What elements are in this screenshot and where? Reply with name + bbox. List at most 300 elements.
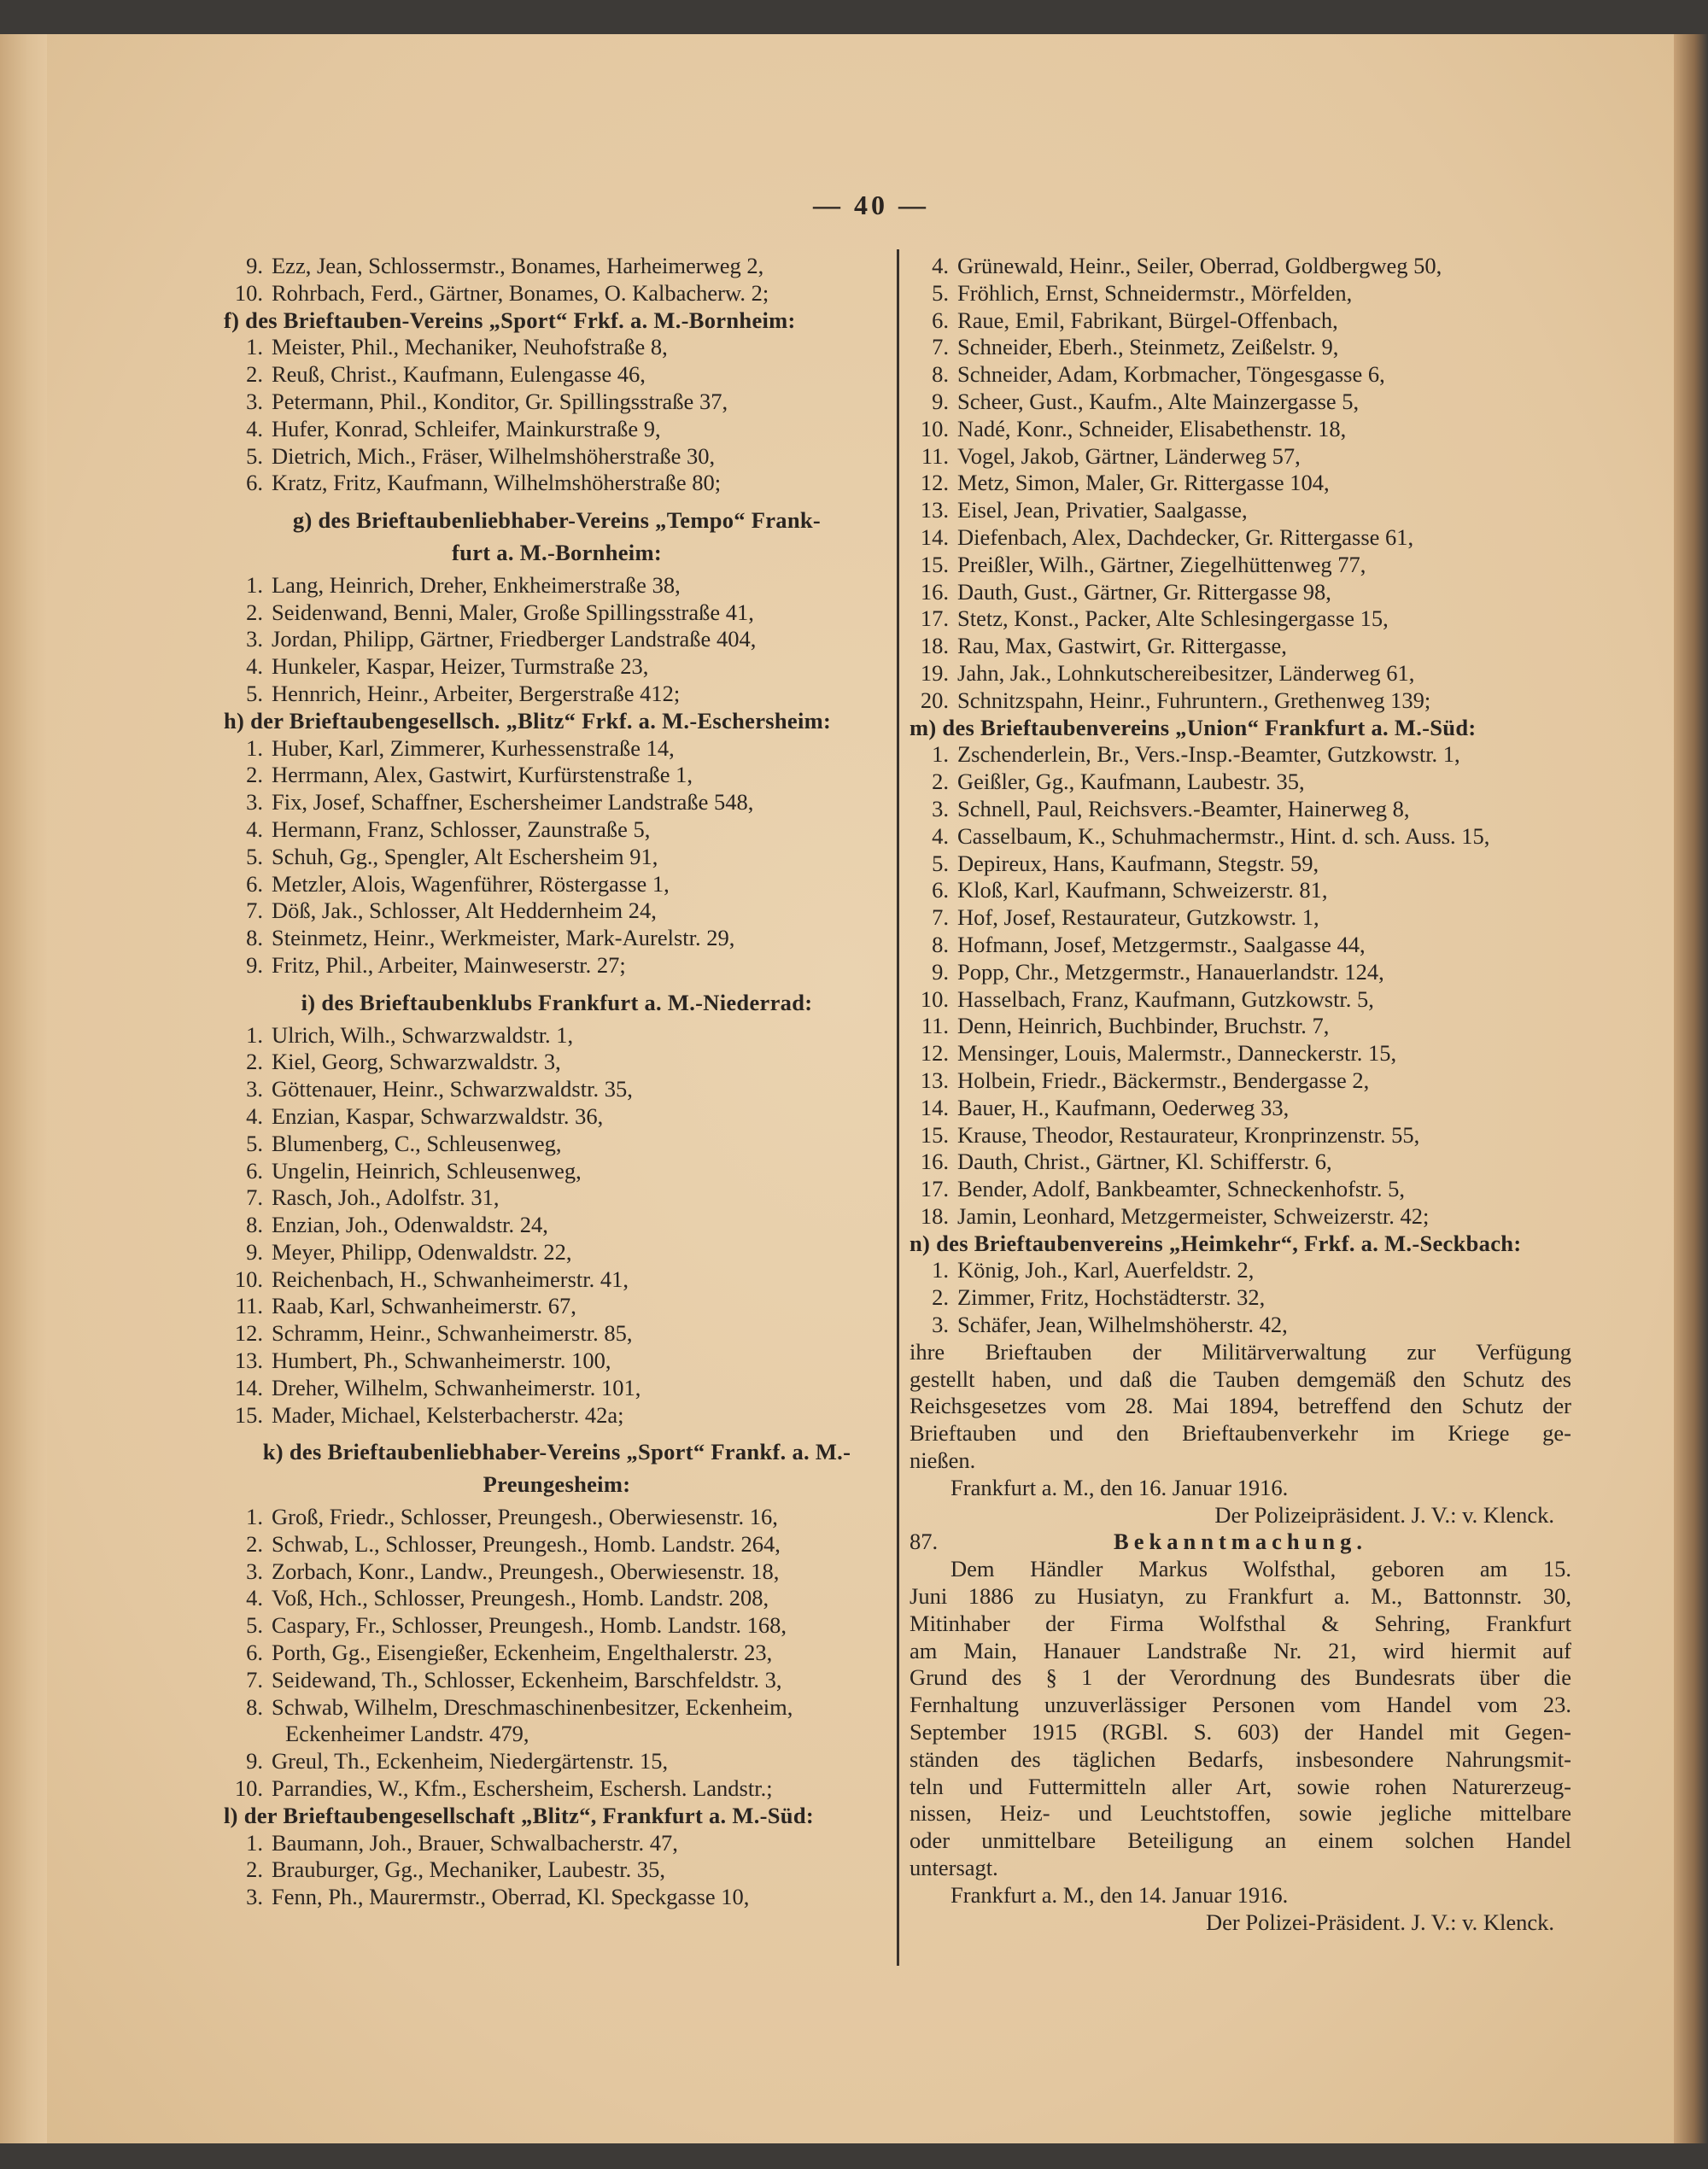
- entry-text: Meyer, Philipp, Odenwaldstr. 22,: [272, 1238, 572, 1265]
- entry-number: 5.: [932, 850, 949, 876]
- entry-number: 6.: [246, 1157, 263, 1184]
- list-entry: [910, 851, 1571, 878]
- entry-number: 5.: [246, 1612, 263, 1639]
- list-entry: [910, 959, 1571, 986]
- entry-number: 15.: [234, 1401, 263, 1428]
- entry-number: 2.: [246, 762, 263, 788]
- paragraph-line: Reichsgesetzes vom 28. Mai 1894, betreffend den Schutz der: [910, 1393, 1571, 1419]
- list-entry: [910, 932, 1571, 959]
- entry-number: 5.: [246, 1130, 263, 1156]
- list-entry: [224, 626, 890, 653]
- entry-number: 4.: [246, 415, 263, 441]
- list-entry: [224, 1856, 890, 1884]
- entry-number: 8.: [932, 361, 949, 388]
- entry-number: 3.: [246, 626, 263, 652]
- entry-text: Schuh, Gg., Spengler, Alt Eschersheim 91,: [272, 843, 658, 869]
- entry-number: 20.: [920, 687, 949, 713]
- entry-number: 16.: [920, 578, 949, 605]
- list-entry: [224, 389, 890, 416]
- entry-number: 9.: [246, 1748, 263, 1774]
- list-entry: [224, 443, 890, 471]
- notice-number: 87.: [910, 1529, 939, 1555]
- entry-text: Jamin, Leonhard, Metzgermeister, Schweizerstr. 42;: [957, 1202, 1430, 1229]
- entry-number: 15.: [920, 1121, 949, 1148]
- entry-number: 13.: [920, 497, 949, 523]
- entry-text: Kiel, Georg, Schwarzwaldstr. 3,: [272, 1049, 561, 1075]
- list-entry: [224, 470, 890, 497]
- entry-text: Fenn, Ph., Maurermstr., Oberrad, Kl. Speckgasse 10,: [272, 1884, 750, 1910]
- entry-number: 5.: [246, 843, 263, 869]
- entry-number: 1.: [246, 1504, 263, 1530]
- list-entry: [910, 307, 1571, 335]
- entry-number: 13.: [234, 1348, 263, 1374]
- paragraph-line: Grund des § 1 der Verordnung des Bundesrats über die: [910, 1664, 1571, 1691]
- list-entry: [224, 897, 890, 925]
- list-entry: [224, 1504, 890, 1531]
- entry-number: 4.: [932, 253, 949, 278]
- entry-number: 7.: [246, 897, 263, 924]
- paragraph-line: ihre Brieftauben der Militärverwaltung zur Verfügung: [910, 1338, 1571, 1365]
- list-entry: [224, 1266, 890, 1294]
- entry-text: Schnell, Paul, Reichsvers.-Beamter, Hainerweg 8,: [957, 795, 1410, 821]
- signature-line: Der Polizei-Präsident. J. V.: v. Klenck.: [1206, 1909, 1554, 1935]
- entry-text: Parrandies, W., Kfm., Eschersheim, Eschersh. Landstr.;: [272, 1775, 773, 1802]
- entry-text: Hufer, Konrad, Schleifer, Mainkurstraße 9,: [272, 415, 661, 441]
- list-entry: [224, 416, 890, 443]
- entry-text: Fix, Josef, Schaffner, Eschersheimer Landstraße 548,: [272, 789, 754, 816]
- entry-number: 14.: [234, 1374, 263, 1400]
- list-entry: [910, 1257, 1571, 1284]
- entry-number: 11.: [235, 1293, 263, 1319]
- paragraph-line: teln und Futtermitteln aller Art, sowie rohen Naturerzeug-: [910, 1773, 1571, 1799]
- list-entry: [910, 633, 1571, 660]
- list-entry: [910, 1312, 1571, 1339]
- list-entry: [224, 1293, 890, 1320]
- list-entry: [910, 361, 1571, 389]
- list-entry: [224, 1585, 890, 1612]
- entry-text: Metz, Simon, Maler, Gr. Rittergasse 104,: [957, 470, 1330, 496]
- entry-text: Jahn, Jak., Lohnkutschereibesitzer, Länderweg 61,: [957, 659, 1415, 686]
- right-column: [910, 253, 1571, 1936]
- entry-text: Baumann, Joh., Brauer, Schwalbacherstr. 47,: [272, 1829, 678, 1856]
- entry-number: 7.: [246, 1666, 263, 1693]
- list-entry: [910, 687, 1571, 715]
- entry-number: 1.: [246, 1829, 263, 1856]
- entry-number: 11.: [921, 1013, 949, 1039]
- entry-text: Bender, Adolf, Bankbeamter, Schneckenhofstr. 5,: [957, 1176, 1406, 1202]
- entry-text: Mader, Michael, Kelsterbacherstr. 42a;: [272, 1401, 624, 1428]
- list-entry: [224, 1884, 890, 1911]
- entry-text: Dauth, Gust., Gärtner, Gr. Rittergasse 98,: [957, 578, 1331, 605]
- list-entry: [224, 1612, 890, 1640]
- list-entry: [224, 735, 890, 763]
- entry-number: 3.: [246, 789, 263, 816]
- entry-text: Caspary, Fr., Schlosser, Preungesh., Homb. Landstr. 168,: [272, 1612, 787, 1639]
- entry-text: Popp, Chr., Metzgermstr., Hanauerlandstr. 124,: [957, 958, 1384, 985]
- entry-text: Schneider, Adam, Korbmacher, Töngesgasse 6,: [957, 361, 1385, 388]
- section-heading: g) des Brieftaubenliebhaber-Vereins „Tempo“ Frank-: [292, 507, 822, 534]
- paragraph-line: Brieftauben und den Brieftaubenverkehr im Kriege ge-: [910, 1420, 1571, 1447]
- entry-text: Mensinger, Louis, Malermstr., Danneckerstr. 15,: [957, 1040, 1397, 1067]
- list-entry: [910, 443, 1571, 471]
- entry-text: Bauer, H., Kaufmann, Oederweg 33,: [957, 1094, 1290, 1120]
- entry-number: 10.: [234, 1775, 263, 1802]
- entry-text: Hasselbach, Franz, Kaufmann, Gutzkowstr. 5,: [957, 985, 1374, 1012]
- entry-number: 5.: [246, 442, 263, 469]
- entry-number: 2.: [246, 599, 263, 625]
- list-entry: [224, 1076, 890, 1103]
- list-entry: [910, 986, 1571, 1014]
- entry-number: 11.: [921, 442, 949, 469]
- entry-text: Blumenberg, C., Schleusenweg,: [272, 1130, 562, 1156]
- list-entry: [224, 599, 890, 627]
- list-entry: [224, 871, 890, 898]
- notice-title: Bekanntmachung.: [1114, 1529, 1367, 1555]
- paragraph-line: Juni 1886 zu Husiatyn, zu Frankfurt a. M., Battonnstr. 30,: [910, 1583, 1571, 1610]
- list-entry: [224, 1375, 890, 1402]
- list-entry: [910, 1149, 1571, 1176]
- entry-text: Hunkeler, Kaspar, Heizer, Turmstraße 23,: [272, 653, 649, 680]
- list-entry: [224, 816, 890, 844]
- entry-number: 14.: [920, 1094, 949, 1120]
- list-entry: [224, 789, 890, 816]
- entry-text: Scheer, Gust., Kaufm., Alte Mainzergasse 5,: [957, 388, 1360, 414]
- list-entry: [224, 844, 890, 871]
- entry-number: 1.: [246, 334, 263, 360]
- entry-text: Schramm, Heinr., Schwanheimerstr. 85,: [272, 1320, 633, 1347]
- paragraph-line: oder unmittelbare Beteiligung an einem solchen Handel: [910, 1827, 1571, 1854]
- entry-text: Zimmer, Fritz, Hochstädterstr. 32,: [957, 1284, 1266, 1311]
- entry-text: Greul, Th., Eckenheim, Niedergärtenstr. 15,: [272, 1748, 669, 1774]
- entry-number: 8.: [246, 1693, 263, 1720]
- entry-number: 4.: [932, 822, 949, 849]
- page-binding-edge: [0, 34, 47, 2143]
- entry-number: 6.: [246, 470, 263, 496]
- list-entry: [224, 762, 890, 789]
- dateline: Frankfurt a. M., den 16. Januar 1916.: [951, 1474, 1289, 1500]
- entry-text: Geißler, Gg., Kaufmann, Laubestr. 35,: [957, 769, 1305, 795]
- entry-text: Hermann, Franz, Schlosser, Zaunstraße 5,: [272, 816, 651, 842]
- entry-number: 2.: [246, 1049, 263, 1075]
- entry-text: Diefenbach, Alex, Dachdecker, Gr. Rittergasse 61,: [957, 523, 1414, 550]
- entry-text: Lang, Heinrich, Dreher, Enkheimerstraße 38,: [272, 571, 681, 598]
- column-divider: [897, 249, 899, 1966]
- entry-text: Raue, Emil, Fabrikant, Bürgel-Offenbach,: [957, 307, 1338, 333]
- entry-number: 12.: [234, 1320, 263, 1347]
- entry-text: Schneider, Eberh., Steinmetz, Zeißelstr. 9,: [957, 334, 1339, 360]
- entry-number: 18.: [920, 1202, 949, 1229]
- entry-number: 7.: [932, 334, 949, 360]
- entry-number: 16.: [920, 1149, 949, 1175]
- list-entry: [224, 572, 890, 599]
- paragraph-line: Dem Händler Markus Wolfsthal, geboren am 15.: [951, 1556, 1571, 1582]
- entry-text: Hof, Josef, Restaurateur, Gutzkowstr. 1,: [957, 904, 1319, 931]
- list-entry: [910, 497, 1571, 524]
- entry-number: 9.: [246, 1238, 263, 1265]
- list-entry: [224, 1402, 890, 1429]
- entry-number: 8.: [932, 931, 949, 957]
- entry-continuation: Eckenheimer Landstr. 479,: [285, 1721, 529, 1747]
- entry-text: Depireux, Hans, Kaufmann, Stegstr. 59,: [957, 850, 1319, 876]
- list-entry: [224, 653, 890, 681]
- entry-number: 17.: [920, 605, 949, 632]
- list-entry: [224, 681, 890, 708]
- entry-text: Dreher, Wilhelm, Schwanheimerstr. 101,: [272, 1374, 641, 1400]
- paragraph-line: am Main, Hanauer Landstraße Nr. 21, wird hiermit auf: [910, 1637, 1571, 1663]
- entry-text: Seidewand, Th., Schlosser, Eckenheim, Barschfeldstr. 3,: [272, 1666, 782, 1693]
- list-entry: [224, 1212, 890, 1239]
- entry-text: Raab, Karl, Schwanheimerstr. 67,: [272, 1293, 576, 1319]
- entry-text: Kratz, Fritz, Kaufmann, Wilhelmshöherstraße 80;: [272, 470, 722, 496]
- entry-number: 1.: [246, 734, 263, 761]
- entry-text: Humbert, Ph., Schwanheimerstr. 100,: [272, 1348, 611, 1374]
- entry-text: Hennrich, Heinr., Arbeiter, Bergerstraße 412;: [272, 680, 681, 706]
- entry-number: 1.: [246, 1021, 263, 1048]
- entry-number: 14.: [920, 523, 949, 550]
- list-entry: [224, 1640, 890, 1667]
- list-entry: [910, 741, 1571, 769]
- entry-number: 6.: [246, 1640, 263, 1666]
- list-entry: [910, 579, 1571, 606]
- list-entry: [910, 416, 1571, 443]
- entry-text: Göttenauer, Heinr., Schwarzwaldstr. 35,: [272, 1076, 633, 1102]
- paragraph-line: nießen.: [910, 1447, 976, 1474]
- entry-text: Preißler, Wilh., Gärtner, Ziegelhüttenweg 77,: [957, 551, 1366, 577]
- list-entry: [910, 1067, 1571, 1095]
- entry-text: Brauburger, Gg., Mechaniker, Laubestr. 35,: [272, 1856, 666, 1883]
- entry-text: Schäfer, Jean, Wilhelmshöherstr. 42,: [957, 1312, 1288, 1338]
- entry-number: 8.: [246, 1212, 263, 1238]
- entry-number: 5.: [932, 279, 949, 306]
- entry-text: Hofmann, Josef, Metzgermstr., Saalgasse 44,: [957, 931, 1366, 957]
- list-entry: [910, 389, 1571, 416]
- entry-text: Herrmann, Alex, Gastwirt, Kurfürstenstraße 1,: [272, 762, 693, 788]
- list-entry: [224, 1667, 890, 1694]
- entry-number: 3.: [246, 1076, 263, 1102]
- entry-text: Krause, Theodor, Restaurateur, Kronprinzenstr. 55,: [957, 1121, 1420, 1148]
- list-entry: [910, 1122, 1571, 1149]
- entry-text: Eisel, Jean, Privatier, Saalgasse,: [957, 497, 1248, 523]
- entry-number: 1.: [932, 1257, 949, 1283]
- section-heading: furt a. M.-Bornheim:: [452, 539, 662, 565]
- entry-text: Fritz, Phil., Arbeiter, Mainweserstr. 27;: [272, 951, 626, 978]
- entry-text: Reuß, Christ., Kaufmann, Eulengasse 46,: [272, 361, 646, 388]
- entry-text: Porth, Gg., Eisengießer, Eckenheim, Engelthalerstr. 23,: [272, 1640, 773, 1666]
- entry-number: 7.: [246, 1184, 263, 1211]
- entry-number: 13.: [920, 1067, 949, 1093]
- entry-text: Schnitzspahn, Heinr., Fuhruntern., Grethenweg 139;: [957, 687, 1431, 713]
- entry-number: 1.: [246, 571, 263, 598]
- list-entry: [910, 660, 1571, 687]
- entry-text: Kloß, Karl, Kaufmann, Schweizerstr. 81,: [957, 877, 1328, 903]
- entry-text: Voß, Hch., Schlosser, Preungesh., Homb. Landstr. 208,: [272, 1585, 769, 1611]
- entry-text: Casselbaum, K., Schuhmachermstr., Hint. d. sch. Auss. 15,: [957, 822, 1490, 849]
- entry-number: 3.: [932, 1312, 949, 1338]
- list-entry: [910, 470, 1571, 497]
- list-entry: [224, 1830, 890, 1857]
- list-entry: [910, 904, 1571, 932]
- list-entry: [910, 823, 1571, 851]
- entry-number: 10.: [234, 1266, 263, 1292]
- list-entry: [910, 1203, 1571, 1231]
- entry-number: 9.: [246, 951, 263, 978]
- list-entry: [224, 1022, 890, 1049]
- entry-number: 18.: [920, 633, 949, 659]
- list-entry: [910, 877, 1571, 904]
- list-entry: [910, 605, 1571, 633]
- paragraph-line: ständen des täglichen Bedarfs, insbesondere Nahrungsmit-: [910, 1745, 1571, 1772]
- entry-number: 2.: [246, 361, 263, 388]
- list-entry: [910, 1013, 1571, 1040]
- section-heading: l) der Brieftaubengesellschaft „Blitz“, Frankfurt a. M.-Süd:: [224, 1802, 814, 1828]
- entry-text: Holbein, Friedr., Bäckermstr., Bendergasse 2,: [957, 1067, 1370, 1093]
- section-heading: n) des Brieftaubenvereins „Heimkehr“, Frkf. a. M.-Seckbach:: [910, 1230, 1522, 1256]
- entry-text: Huber, Karl, Zimmerer, Kurhessenstraße 14,: [272, 734, 675, 761]
- list-entry: [224, 334, 890, 361]
- entry-text: Rau, Max, Gastwirt, Gr. Rittergasse,: [957, 633, 1287, 659]
- entry-text: Rohrbach, Ferd., Gärtner, Bonames, O. Kalbacherw. 2;: [272, 279, 769, 306]
- list-entry: [224, 1775, 890, 1803]
- list-entry: [910, 334, 1571, 361]
- list-entry: [224, 1694, 890, 1722]
- entry-number: 2.: [932, 769, 949, 795]
- list-entry: [224, 1131, 890, 1158]
- page-right-edge: [1674, 34, 1708, 2143]
- entry-number: 4.: [246, 653, 263, 680]
- list-entry: [224, 280, 890, 307]
- entry-text: Grünewald, Heinr., Seiler, Oberrad, Goldbergweg 50,: [957, 253, 1442, 278]
- entry-number: 12.: [920, 1040, 949, 1067]
- section-heading: k) des Brieftaubenliebhaber-Vereins „Sport“ Frankf. a. M.-: [262, 1439, 851, 1465]
- list-entry: [224, 1158, 890, 1185]
- entry-text: Dietrich, Mich., Fräser, Wilhelmshöherstraße 30,: [272, 442, 716, 469]
- section-heading: h) der Brieftaubengesellsch. „Blitz“ Frkf. a. M.-Eschersheim:: [224, 707, 832, 734]
- entry-text: Zorbach, Konr., Landw., Preungesh., Oberwiesenstr. 18,: [272, 1558, 780, 1584]
- entry-text: Dauth, Christ., Gärtner, Kl. Schifferstr. 6,: [957, 1149, 1332, 1175]
- list-entry: [224, 1239, 890, 1266]
- entry-number: 7.: [932, 904, 949, 931]
- paragraph-line: September 1915 (RGBl. S. 603) der Handel mit Gegen-: [910, 1719, 1571, 1745]
- list-entry: [224, 1348, 890, 1375]
- list-entry: [224, 925, 890, 952]
- page-number: — 40 —: [813, 190, 929, 220]
- entry-number: 9.: [246, 253, 263, 278]
- entry-text: Reichenbach, H., Schwanheimerstr. 41,: [272, 1266, 629, 1292]
- list-entry: [910, 769, 1571, 796]
- list-entry: [224, 1748, 890, 1775]
- list-entry: [224, 1049, 890, 1076]
- list-entry: [224, 253, 890, 280]
- entry-number: 12.: [920, 470, 949, 496]
- entry-number: 6.: [246, 870, 263, 897]
- entry-text: Rasch, Joh., Adolfstr. 31,: [272, 1184, 500, 1211]
- paragraph-line: untersagt.: [910, 1855, 998, 1881]
- entry-number: 6.: [932, 307, 949, 333]
- paragraph-line: Fernhaltung unzuverlässiger Personen vom Handel vom 23.: [910, 1692, 1571, 1718]
- entry-number: 1.: [932, 741, 949, 768]
- entry-number: 10.: [920, 415, 949, 441]
- entry-number: 2.: [246, 1856, 263, 1883]
- entry-text: Ungelin, Heinrich, Schleusenweg,: [272, 1157, 582, 1184]
- list-entry: [910, 552, 1571, 579]
- list-entry: [910, 524, 1571, 552]
- entry-number: 17.: [920, 1176, 949, 1202]
- list-entry: [910, 1176, 1571, 1203]
- entry-number: 15.: [920, 551, 949, 577]
- entry-number: 8.: [246, 925, 263, 951]
- entry-text: Metzler, Alois, Wagenführer, Röstergasse 1,: [272, 870, 670, 897]
- entry-number: 19.: [920, 659, 949, 686]
- entry-number: 10.: [920, 985, 949, 1012]
- entry-text: Schwab, L., Schlosser, Preungesh., Homb. Landstr. 264,: [272, 1530, 781, 1557]
- list-entry: [910, 1040, 1571, 1067]
- entry-number: 6.: [932, 877, 949, 903]
- entry-number: 4.: [246, 1585, 263, 1611]
- entry-number: 3.: [932, 795, 949, 821]
- entry-text: Groß, Friedr., Schlosser, Preungesh., Oberwiesenstr. 16,: [272, 1504, 778, 1530]
- entry-number: 3.: [246, 1558, 263, 1584]
- list-entry: [910, 280, 1571, 307]
- entry-number: 3.: [246, 388, 263, 414]
- entry-number: 9.: [932, 958, 949, 985]
- entry-text: Denn, Heinrich, Buchbinder, Bruchstr. 7,: [957, 1013, 1330, 1039]
- notice-title-row: [910, 1529, 1571, 1556]
- list-entry: [910, 1284, 1571, 1312]
- entry-number: 4.: [246, 1102, 263, 1129]
- entry-text: Meister, Phil., Mechaniker, Neuhofstraße 8,: [272, 334, 668, 360]
- section-heading: i) des Brieftaubenklubs Frankfurt a. M.-Niederrad:: [301, 989, 813, 1015]
- section-heading: m) des Brieftaubenvereins „Union“ Frankfurt a. M.-Süd:: [910, 714, 1477, 740]
- entry-text: Ezz, Jean, Schlossermstr., Bonames, Harheimerweg 2,: [272, 253, 764, 278]
- list-entry: [224, 361, 890, 389]
- list-entry: [224, 1531, 890, 1558]
- list-entry: [224, 1184, 890, 1212]
- entry-text: Enzian, Joh., Odenwaldstr. 24,: [272, 1212, 548, 1238]
- left-column: [224, 253, 890, 1911]
- entry-text: Jordan, Philipp, Gärtner, Friedberger Landstraße 404,: [272, 626, 757, 652]
- entry-text: Nadé, Konr., Schneider, Elisabethenstr. 18,: [957, 415, 1347, 441]
- entry-text: Zschenderlein, Br., Vers.-Insp.-Beamter, Gutzkowstr. 1,: [957, 741, 1460, 768]
- paragraph-line: gestellt haben, und daß die Tauben demgemäß den Schutz des: [910, 1365, 1571, 1392]
- entry-text: Enzian, Kaspar, Schwarzwaldstr. 36,: [272, 1102, 604, 1129]
- signature-line: Der Polizeipräsident. J. V.: v. Klenck.: [1214, 1501, 1554, 1528]
- section-heading: f) des Brieftauben-Vereins „Sport“ Frkf. a. M.-Bornheim:: [224, 307, 796, 333]
- paragraph-line: Mitinhaber der Firma Wolfsthal & Sehring, Frankfurt: [910, 1610, 1571, 1636]
- entry-number: 4.: [246, 816, 263, 842]
- entry-text: Ulrich, Wilh., Schwarzwaldstr. 1,: [272, 1021, 574, 1048]
- entry-text: Vogel, Jakob, Gärtner, Länderweg 57,: [957, 442, 1301, 469]
- list-entry: [224, 1558, 890, 1586]
- entry-number: 9.: [932, 388, 949, 414]
- paragraph-line: nissen, Heiz- und Leuchtstoffen, sowie jegliche mittelbare: [910, 1800, 1571, 1827]
- entry-text: Schwab, Wilhelm, Dreschmaschinenbesitzer, Eckenheim,: [272, 1693, 793, 1720]
- list-entry: [910, 253, 1571, 280]
- entry-text: Döß, Jak., Schlosser, Alt Heddernheim 24,: [272, 897, 657, 924]
- entry-number: 10.: [234, 279, 263, 306]
- list-entry: [910, 796, 1571, 823]
- entry-text: Fröhlich, Ernst, Schneidermstr., Mörfelden,: [957, 279, 1353, 306]
- entry-text: König, Joh., Karl, Auerfeldstr. 2,: [957, 1257, 1255, 1283]
- entry-number: 2.: [932, 1284, 949, 1311]
- entry-text: Petermann, Phil., Konditor, Gr. Spillingsstraße 37,: [272, 388, 728, 414]
- entry-text: Seidenwand, Benni, Maler, Große Spillingsstraße 41,: [272, 599, 754, 625]
- entry-text: Steinmetz, Heinr., Werkmeister, Mark-Aurelstr. 29,: [272, 925, 735, 951]
- list-entry: [910, 1095, 1571, 1122]
- entry-number: 2.: [246, 1530, 263, 1557]
- list-entry: [224, 1103, 890, 1131]
- section-heading: Preungesheim:: [483, 1471, 631, 1498]
- list-entry: [224, 952, 890, 979]
